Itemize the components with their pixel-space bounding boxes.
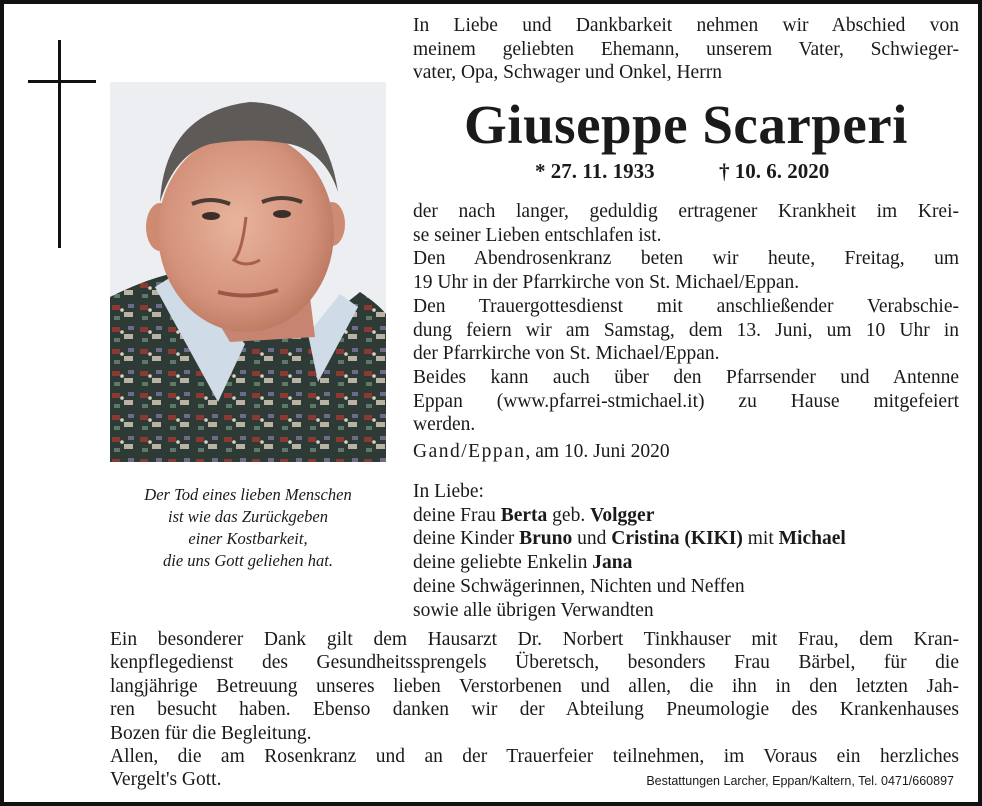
thanks-line: ren besucht haben. Ebenso danken wir der Abteilung Pneumologie des Krankenhauses: [110, 699, 959, 721]
text-line: Eppan (www.pfarrei-stmichael.it) zu Hause mitgefeiert: [413, 390, 959, 412]
thanks-line: Ein besonderer Dank gilt dem Hausarzt Dr. Norbert Tinkhauser mit Frau, dem Kran-: [110, 629, 959, 650]
quote-line: einer Kostbarkeit,: [188, 529, 308, 548]
intro-line: In Liebe und Dankbarkeit nehmen wir Abschied von: [413, 15, 959, 36]
text-line: dung feiern wir am Samstag, dem 13. Juni, um 10 Uhr in: [413, 319, 959, 341]
intro-line: meinem geliebten Ehemann, unserem Vater, Schwieger-: [413, 38, 959, 60]
funeral-home-credit: Bestattungen Larcher, Eppan/Kaltern, Tel. 0471/660897: [646, 774, 954, 788]
family-line: deine Schwägerinnen, Nichten und Neffen: [413, 575, 745, 597]
text-line: Den Abendrosenkranz beten wir heute, Freitag, um: [413, 248, 959, 270]
thanks-line: Bozen für die Begleitung.: [110, 722, 312, 744]
thanks-line: Allen, die am Rosenkranz und an der Trauerfeier teilnehmen, im Voraus ein herzliches: [110, 746, 959, 768]
quote-line: Der Tod eines lieben Menschen: [144, 485, 352, 504]
thanks-text: [110, 628, 959, 792]
quote-line: die uns Gott geliehen hat.: [162, 551, 333, 570]
family-line: sowie alle übrigen Verwandten: [413, 599, 654, 621]
text-line: Beides kann auch über den Pfarrsender und Antenne: [413, 366, 959, 388]
intro-line: vater, Opa, Schwager und Onkel, Herrn: [413, 62, 722, 84]
deceased-name: Giuseppe Scarperi: [464, 94, 908, 155]
place-date: [413, 440, 959, 464]
place: Gand/Eppan: [413, 441, 526, 462]
thanks-line: langjährige Betreuung unseres lieben Verstorbenen und allen, die ihn in den letzten Jah-: [110, 675, 959, 697]
birth-date: * 27. 11. 1933: [535, 159, 655, 183]
cross-icon: [58, 40, 61, 248]
family-line: deine Kinder Bruno und Cristina (KIKI) mit Michael: [413, 528, 846, 550]
thanks-line: Vergelt's Gott.: [110, 769, 222, 791]
text-line: werden.: [413, 414, 476, 436]
text-line: 19 Uhr in der Pfarrkirche von St. Michael/Eppan.: [413, 272, 800, 294]
text-line: Den Trauergottesdienst mit anschließender Verabschie-: [413, 295, 959, 317]
intro-text: [413, 14, 959, 85]
family-line: deine geliebte Enkelin Jana: [413, 552, 633, 574]
thanks-line: kenpflegedienst des Gesundheitssprengels Überetsch, besonders Frau Bärbel, für die: [110, 652, 959, 674]
quote-line: ist wie das Zurückgeben: [168, 507, 328, 526]
text-line: der nach langer, geduldig ertragener Krankheit im Krei-: [413, 201, 959, 222]
text-line: der Pfarrkirche von St. Michael/Eppan.: [413, 343, 720, 365]
memorial-quote: [110, 484, 386, 572]
family-heading: In Liebe:: [413, 481, 484, 502]
cross-icon-bar: [28, 80, 96, 83]
death-date: † 10. 6. 2020: [719, 159, 830, 183]
text-line: se seiner Lieben entschlafen ist.: [413, 224, 662, 246]
service-text: [413, 200, 959, 437]
date: , am 10. Juni 2020: [525, 441, 670, 462]
family-list: [413, 480, 959, 622]
family-line: deine Frau Berta geb. Volgger: [413, 504, 655, 526]
portrait-photo: [110, 82, 386, 462]
